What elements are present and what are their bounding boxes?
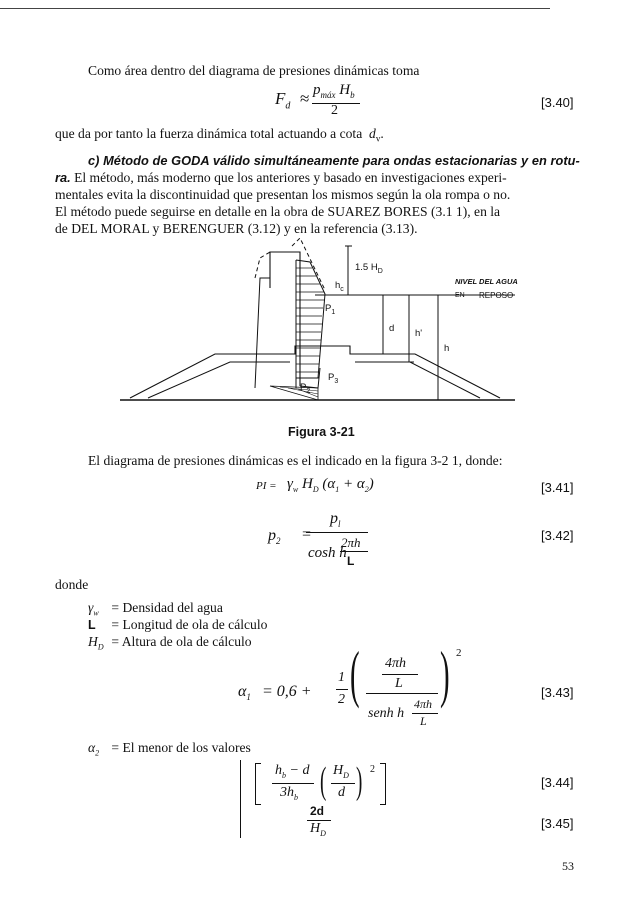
def-gamma-sub: w: [93, 608, 99, 618]
fig-label-1-5hd-text: 1.5 H: [355, 262, 378, 273]
eq341-a1-sub: 1: [335, 485, 340, 494]
page-number: 53: [562, 859, 574, 873]
eq342-lhs-sub: 2: [276, 536, 281, 547]
eq341-number: [3.41]: [541, 480, 574, 495]
eq342-den-den: L: [347, 554, 355, 568]
eq341-h-sub: D: [312, 485, 319, 494]
eq341-plus: +: [343, 476, 354, 492]
eq343-inner-den: L: [395, 676, 403, 691]
fig-label-hprime: h': [415, 328, 423, 339]
fig-label-p2: [300, 382, 310, 395]
eq343-lhs-sub: 1: [246, 692, 251, 703]
def-hd-sym: H: [88, 634, 98, 649]
eq343-lparen: (: [350, 638, 360, 709]
force-line-var: d: [369, 126, 376, 141]
def-gamma-text: = Densidad del agua: [111, 600, 223, 615]
eq343-lhs: α: [238, 683, 247, 700]
force-line-text: que da por tanto la fuerza dinámica total actuando a cota: [55, 126, 363, 141]
alpha2-sub: 2: [95, 748, 100, 758]
eq343-inner-num: 4πh: [385, 656, 407, 671]
goda-heading: c) Método de GODA válido simultáneamente para ondas estacionarias y en rotu-: [88, 153, 580, 168]
fig-label-p2-sub: 2: [306, 387, 311, 395]
eq342-number: [3.42]: [541, 528, 574, 543]
fig-label-1-5hd-sub: D: [377, 267, 383, 275]
eq340-den: 2: [331, 103, 338, 118]
goda-line-3: de DEL MORAL y BERENGUER (3.12) y en la referencia (3.13).: [55, 221, 418, 236]
def-hd-text: = Altura de ola de cálculo: [111, 634, 252, 649]
eq340-num-h-sub: b: [350, 90, 355, 100]
eq344-minus: − d: [289, 763, 310, 778]
fig-label-reposo: REPOSO: [479, 291, 514, 300]
def-gamma-sym: γ: [88, 600, 94, 615]
eq340-lhs-sub: d: [285, 100, 291, 112]
eq343-half-den: 2: [338, 692, 345, 707]
eq344-hd-den: d: [338, 785, 345, 800]
fig-label-hc-sub: c: [340, 285, 344, 293]
figure-caption: Figura 3-21: [288, 425, 355, 439]
eq344-num: h: [275, 763, 282, 778]
fig-label-1-5hd: [355, 262, 383, 275]
eq345-num: 2d: [310, 804, 325, 818]
alpha2-brace: [240, 760, 247, 838]
eq341-gamma: γ: [287, 476, 293, 492]
eq344-den: 3h: [280, 785, 294, 800]
eq342-cosh: cosh h: [308, 545, 347, 561]
eq344-power: 2: [370, 764, 375, 775]
eq343-eq: = 0,6 +: [262, 683, 312, 700]
goda-text-0: El método, más moderno que los anteriores y basado en investigaciones experi-: [74, 170, 507, 185]
fig-label-nivel: NIVEL DEL AGUA: [455, 277, 518, 286]
eq343-senh-den: L: [420, 714, 427, 728]
eq341-a2: α: [356, 476, 365, 492]
figure-3-21-drawing: [120, 238, 520, 413]
eq342-den-num: 2πh: [341, 535, 361, 550]
fig-label-hc-text: h: [335, 280, 341, 291]
fig-label-h: h: [444, 343, 450, 354]
def-l-text: = Longitud de ola de cálculo: [111, 617, 268, 632]
fig-label-d: d: [389, 323, 395, 334]
fig-label-p1: [325, 303, 335, 316]
eq344-hd-num: H: [333, 763, 344, 778]
force-line: que da por tanto la fuerza dinámica total actuando a cota $d_v$.: [55, 126, 384, 144]
eq343-rparen: ): [440, 638, 450, 709]
donde-label: donde: [55, 577, 89, 592]
eq345-den: H: [310, 821, 321, 836]
eq345-den-sub: D: [320, 828, 326, 838]
goda-line-0: [55, 170, 507, 186]
def-hd: [88, 634, 252, 652]
fig-label-p3-text: P: [328, 372, 335, 383]
eq341-gamma-sub: w: [292, 485, 299, 494]
eq343-half-num: 1: [338, 670, 345, 685]
eq341-a2-sub: 2: [364, 485, 369, 494]
fig-label-p2-text: P: [300, 382, 307, 393]
goda-heading-cont: ra.: [55, 170, 71, 185]
fig-label-p1-text: P: [325, 303, 332, 314]
eq342-num: p: [330, 510, 338, 527]
fig-label-en: EN: [455, 292, 465, 299]
eq344-num-sub: b: [282, 770, 286, 780]
paragraph-intro: Como área dentro del diagrama de presiones dinámicas toma: [88, 63, 420, 78]
eq342-lhs: p: [268, 527, 276, 544]
fig-label-p1-sub: 1: [331, 308, 336, 316]
fig-label-hc: [335, 280, 344, 293]
header-rule: [0, 8, 550, 9]
eq344-number: [3.44]: [541, 775, 574, 790]
alpha2-line: [88, 740, 251, 758]
eq341-close: ): [368, 476, 374, 492]
eq343-number: [3.43]: [541, 685, 574, 700]
eq342-eq: =: [302, 526, 312, 543]
alpha2-sym: α: [88, 740, 96, 755]
fig-label-p3: [328, 372, 338, 385]
eq340-num-h: H: [339, 82, 351, 98]
eq343-power: 2: [456, 647, 462, 659]
eq342-num-sub: l: [338, 519, 341, 530]
def-hd-sub: D: [97, 642, 104, 652]
eq340-approx: ≈: [300, 89, 310, 108]
goda-line-2: El método puede seguirse en detalle en la obra de SUAREZ BORES (3.1 1), en la: [55, 204, 501, 219]
force-line-sub: v: [375, 133, 381, 144]
fig-label-p3-sub: 3: [334, 377, 339, 385]
def-l-sym: L: [88, 618, 96, 632]
eq345-number: [3.45]: [541, 816, 574, 831]
eq340-num-p-sub: máx: [320, 90, 336, 100]
eq341-h: H: [302, 476, 313, 492]
def-l: [88, 617, 267, 633]
eq341-lhs: PI =: [256, 480, 277, 492]
eq344-hd-num-sub: D: [343, 770, 349, 780]
eq343-senh: senh h: [368, 706, 405, 721]
eq343-senh-num: 4πh: [414, 697, 433, 711]
eq340-lhs: F: [275, 89, 286, 108]
eq340-number: [3.40]: [541, 95, 574, 110]
paragraph-diagram: El diagrama de presiones dinámicas es el indicado en la figura 3-2 1, donde:: [88, 453, 503, 468]
alpha2-text: = El menor de los valores: [111, 740, 251, 755]
eq341-paren: (α: [322, 476, 336, 492]
def-gamma: [88, 600, 223, 618]
goda-line-1: mentales evita la discontinuidad que presentan los mismos según la ola rompa o no.: [55, 187, 511, 202]
eq340-num-p: p: [313, 82, 321, 98]
eq344-den-sub: b: [294, 792, 298, 802]
